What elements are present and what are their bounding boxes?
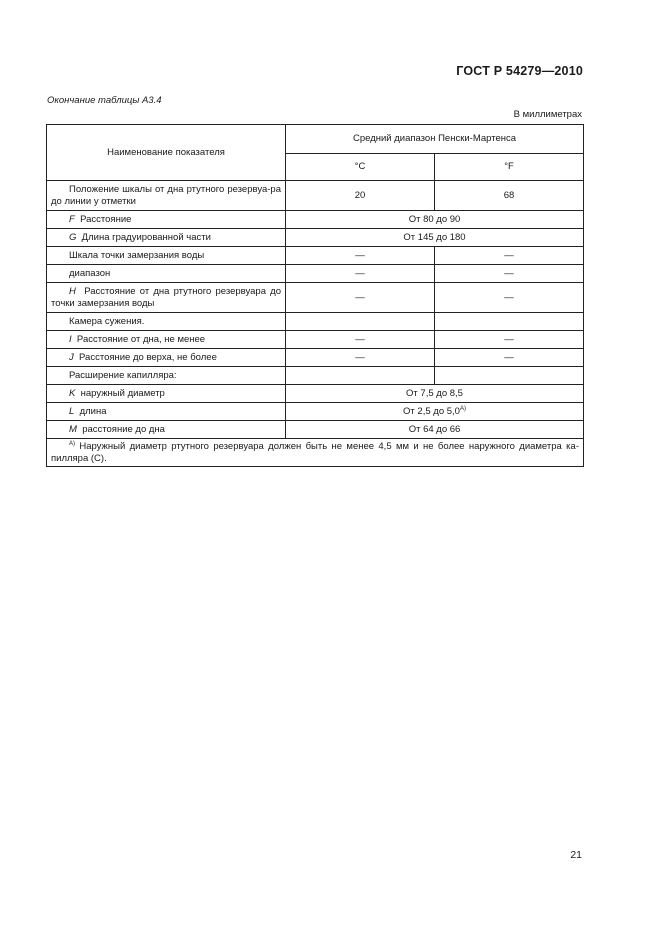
value-fahrenheit: — (435, 283, 584, 313)
value-fahrenheit: — (435, 331, 584, 349)
table-row (47, 181, 584, 211)
table-row (47, 403, 584, 421)
value-range: От 64 до 66 (286, 421, 584, 439)
value-celsius (286, 367, 435, 385)
column-header-fahrenheit: °F (435, 154, 584, 181)
value-celsius (286, 313, 435, 331)
value-celsius: 20 (286, 181, 435, 211)
footnote-text: Наружный диаметр ртутного резервуара должен быть не менее 4,5 мм и не более наружного диаметра ка-пилляра (С). (51, 441, 579, 464)
row-label: Шкала точки замерзания воды (47, 247, 286, 265)
value-range: От 2,5 до $5,0^{А)}$ (286, 403, 584, 421)
value-celsius: — (286, 331, 435, 349)
value-celsius: — (286, 247, 435, 265)
table-row (47, 313, 584, 331)
value-fahrenheit (435, 367, 584, 385)
value-range: От 145 до 180 (286, 229, 584, 247)
row-label: K наружный диаметр (47, 385, 286, 403)
table-row (47, 283, 584, 313)
value-fahrenheit: — (435, 265, 584, 283)
table-row (47, 265, 584, 283)
table-row (47, 211, 584, 229)
row-label: Расширение капилляра: (47, 367, 286, 385)
row-label: F Расстояние (47, 211, 286, 229)
page-number: 21 (570, 849, 582, 861)
table-row (47, 385, 584, 403)
row-label: J Расстояние до верха, не более (47, 349, 286, 367)
table-caption: Окончание таблицы А3.4 (47, 95, 162, 106)
footnote-mark: А) (69, 441, 75, 447)
table-row (47, 421, 584, 439)
row-label: L длина (47, 403, 286, 421)
specification-table (46, 124, 584, 467)
value-celsius: — (286, 349, 435, 367)
table-row (47, 229, 584, 247)
table-row (47, 367, 584, 385)
row-label: M расстояние до дна (47, 421, 286, 439)
value-range: От 80 до 90 (286, 211, 584, 229)
row-label: Камера сужения. (47, 313, 286, 331)
row-label: диапазон (47, 265, 286, 283)
row-label: G Длина градуированной части (47, 229, 286, 247)
row-label: I Расстояние от дна, не менее (47, 331, 286, 349)
value-fahrenheit: 68 (435, 181, 584, 211)
row-label: Положение шкалы от дна ртутного резервуа-ра до линии у отметки (47, 181, 286, 211)
footnote-ref: А) (459, 405, 466, 412)
value-fahrenheit: — (435, 247, 584, 265)
footnote-row (47, 439, 584, 467)
units-note: В миллиметрах (513, 109, 582, 120)
value-celsius: — (286, 265, 435, 283)
column-header-name: Наименование показателя (47, 125, 286, 181)
table-row (47, 331, 584, 349)
table-row (47, 247, 584, 265)
value-fahrenheit: — (435, 349, 584, 367)
row-label: H Расстояние от дна ртутного резервуара до точки замерзания воды (47, 283, 286, 313)
value-range: От 7,5 до 8,5 (286, 385, 584, 403)
column-header-celsius: °С (286, 154, 435, 181)
value-fahrenheit (435, 313, 584, 331)
table-row (47, 349, 584, 367)
value-celsius: — (286, 283, 435, 313)
column-header-range: Средний диапазон Пенски-Мартенса (286, 125, 584, 154)
document-code: ГОСТ Р 54279—2010 (456, 64, 583, 78)
table-footnote (47, 439, 584, 467)
